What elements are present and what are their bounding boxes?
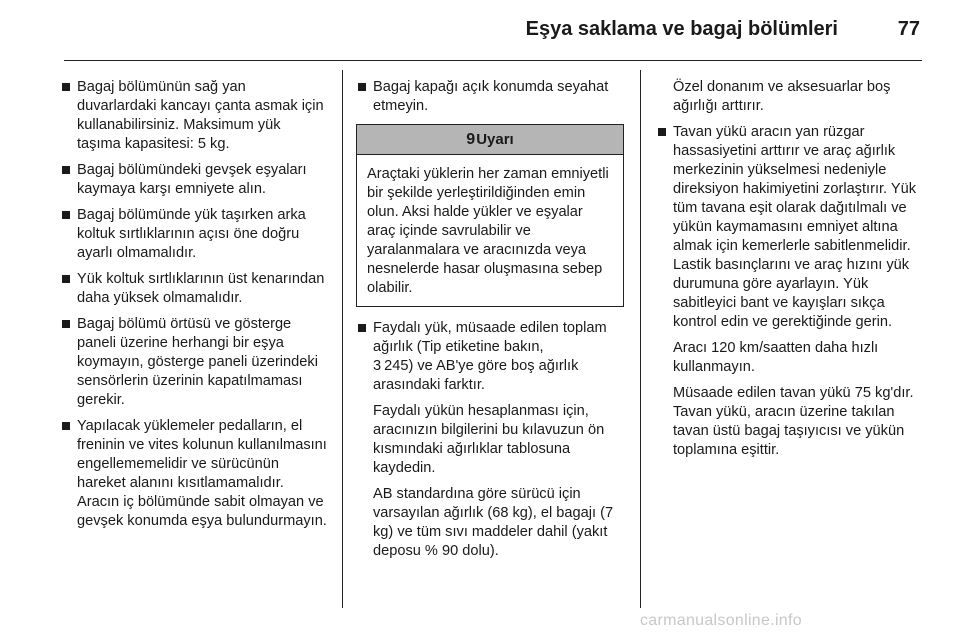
watermark: carmanualsonline.info xyxy=(640,612,802,629)
paragraph: Aracı 120 km/saatten daha hızlı kullanmayın. xyxy=(673,340,879,375)
page-reference-icon: 3 xyxy=(373,358,382,374)
square-bullet-icon xyxy=(358,83,366,91)
column-1 xyxy=(60,78,328,538)
square-bullet-icon xyxy=(62,211,70,219)
warning-box xyxy=(356,124,624,307)
list-item: Bagaj bölümünün sağ yan duvarlardaki kancayı çanta asmak için kullanabilirsiniz. Maksimum yük taşıma kapasitesi: 5 kg. xyxy=(60,78,328,154)
square-bullet-icon xyxy=(62,422,70,430)
page-title: Eşya saklama ve bagaj bölümleri xyxy=(525,18,838,40)
warning-text: Araçtaki yüklerin her zaman emniyetli bir şekilde yerleştirildiğinden emin olun. Aksi halde yükler ve eşyalar araç içinde savrulabilir ve yaralanmalara ve aracınızda veya nesnelerde hasar oluşmasına sebep olabilir. xyxy=(367,166,609,296)
square-bullet-icon xyxy=(358,324,366,332)
bullet-list xyxy=(356,319,624,561)
paragraph: AB standardına göre sürücü için varsayılan ağırlık (68 kg), el bagajı (7 kg) ve tüm sıvı maddeler dahil (yakıt deposu % 90 dolu). xyxy=(373,486,614,559)
list-item: Tavan yükü aracın yan rüzgar hassasiyetini arttırır ve araç ağırlık merkezinin yükselmesi nedeniyle direksiyon hakimiyetini zorlaştırır. Yük tüm tavana eşit olarak dağıtılmalı ve yükün kaymamasını emniyet altına almak için kemerlerle sabitlenmelidir. Lastik basınçlarını ve araç hızını yük durumuna göre ayarlayın. Yük sabitleyici bant ve kayışları sıkça kontrol edin ve gerektiğinde gerin. Aracı 120 km/saatten daha hızlı kullanmayın. Müsaade edilen tavan yükü 75 kg'dır. Tavan yükü, aracın üzerine takılan tavan üstü bagaj taşıyıcısı ve yükün toplamına eşittir. xyxy=(656,123,918,460)
warning-triangle-icon: 9 xyxy=(466,131,476,148)
column-divider-2 xyxy=(640,70,641,608)
warning-header xyxy=(357,125,623,155)
square-bullet-icon xyxy=(62,275,70,283)
paragraph: Özel donanım ve aksesuarlar boş ağırlığı arttırır. xyxy=(673,79,891,114)
list-item: Faydalı yük, müsaade edilen toplam ağırlık (Tip etiketine bakın, 3 245) ve AB'ye göre boş ağırlık arasındaki farktır. Faydalı yükün hesaplanması için, aracınızın bilgilerini bu kılavuzun ön kısmındaki ağırlıklar tablosuna kaydedin. AB standardına göre sürücü için varsayılan ağırlık (68 kg), el bagajı (7 kg) ve tüm sıvı maddeler dahil (yakıt deposu % 90 dolu). xyxy=(356,319,624,561)
page-header xyxy=(0,0,960,60)
column-3 xyxy=(656,78,918,467)
paragraph: Müsaade edilen tavan yükü 75 kg'dır. Tavan yükü, aracın üzerine takılan tavan üstü bagaj taşıyıcısı ve yükün toplamına eşittir. xyxy=(673,385,914,458)
column-2 xyxy=(356,78,624,568)
square-bullet-icon xyxy=(62,320,70,328)
square-bullet-icon xyxy=(62,83,70,91)
bullet-list xyxy=(60,78,328,531)
list-item: Bagaj bölümündeki gevşek eşyaları kaymaya karşı emniyete alın. xyxy=(60,161,328,199)
square-bullet-icon xyxy=(658,128,666,136)
square-bullet-icon xyxy=(62,166,70,174)
page-number: 77 xyxy=(897,18,920,40)
list-item: Bagaj bölümü örtüsü ve gösterge paneli üzerine herhangi bir eşya koymayın, gösterge paneli üzerindeki sensörlerin üzerinin kapatılmaması gerekir. xyxy=(60,315,328,410)
list-item: Bagaj bölümünde yük taşırken arka koltuk sırtlıklarının açısı öne doğru ayarlı olmamalıdır. xyxy=(60,206,328,263)
bullet-list xyxy=(656,123,918,460)
header-divider xyxy=(64,60,922,61)
list-item: Yapılacak yüklemeler pedalların, el freninin ve vites kolunun kullanılmasını engellememelidir ve sürücünün hareket alanını kısıtlamamalıdır. Aracın iç bölümünde sabit olmayan ve gevşek konumda eşya bulundurmayın. xyxy=(60,417,328,531)
bullet-list xyxy=(356,78,624,116)
list-item: Bagaj kapağı açık konumda seyahat etmeyin. xyxy=(356,78,624,116)
column-divider-1 xyxy=(342,70,343,608)
list-item: Yük koltuk sırtlıklarının üst kenarından daha yüksek olmamalıdır. xyxy=(60,270,328,308)
warning-title: Uyarı xyxy=(476,131,514,148)
paragraph: Faydalı yükün hesaplanması için, aracınızın bilgilerini bu kılavuzun ön kısmındaki ağırlıklar tablosuna kaydedin. xyxy=(373,403,605,476)
